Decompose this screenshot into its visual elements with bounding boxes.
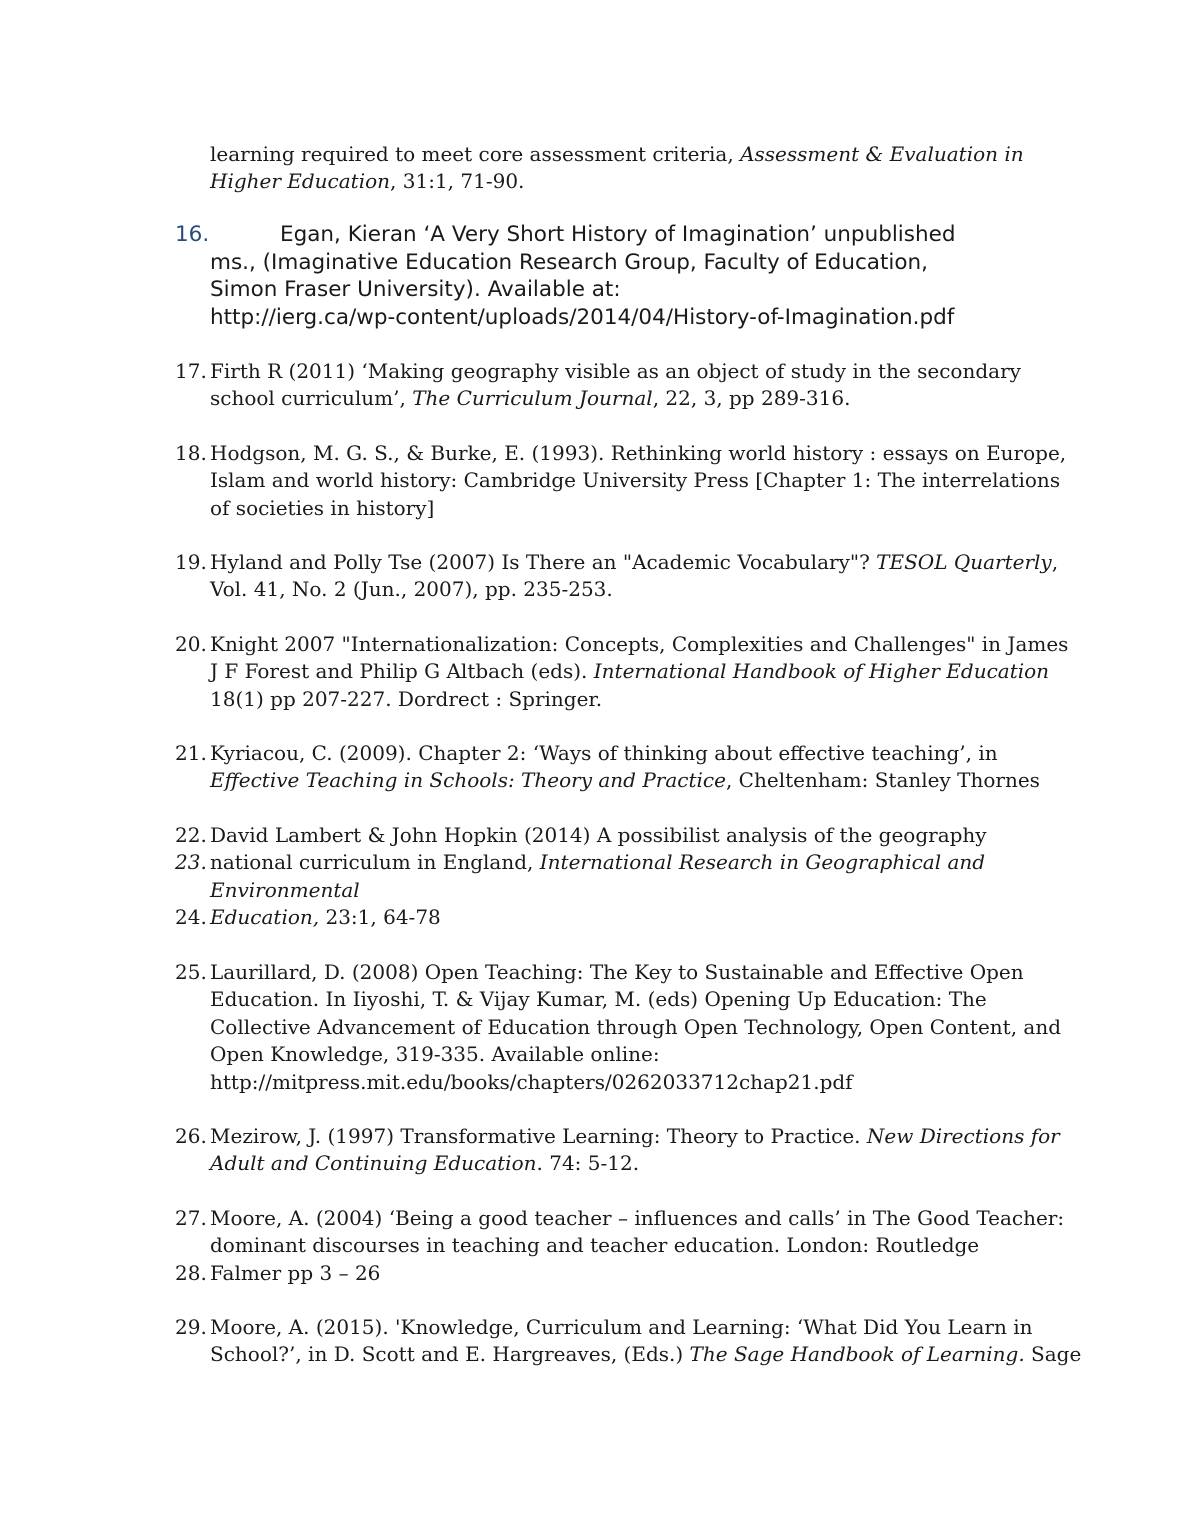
- ref-text: , 31:1, 71-90.: [390, 169, 525, 194]
- reference-18: [175, 440, 1067, 522]
- ref-text: Collective Advancement of Education through Open Technology, Open Content, and: [210, 1014, 1062, 1039]
- ref-text: ms., (Imaginative Education Research Group, Faculty of Education,: [210, 249, 928, 275]
- ref-text: school curriculum’,: [210, 386, 413, 411]
- reference-19: [175, 549, 1059, 604]
- ref-number: 20.: [175, 632, 207, 656]
- ref-text: Moore, A. (2004) ‘Being a good teacher – influences and calls’ in The Good Teacher:: [210, 1206, 1065, 1230]
- reference-22: [175, 822, 1055, 932]
- ref-text: . 74: 5-12.: [536, 1151, 640, 1176]
- ref-number: 21.: [175, 741, 207, 765]
- journal-title: The Curriculum Journal: [412, 386, 653, 411]
- journal-title: Adult and Continuing Education: [210, 1151, 537, 1176]
- ref-text: Islam and world history: Cambridge University Press [Chapter 1: The interrelations: [210, 468, 1061, 493]
- ref-url: http://ierg.ca/wp-content/uploads/2014/04/History-of-Imagination.pdf: [210, 304, 955, 330]
- journal-title: Assessment & Evaluation in: [740, 142, 1024, 166]
- reference-21: [175, 740, 1055, 795]
- reference-25: [175, 959, 1062, 1096]
- reference-29: [175, 1314, 1082, 1369]
- ref-text: of societies in history]: [210, 495, 435, 520]
- ref-number: 25.: [175, 960, 207, 984]
- ref-number: 19.: [175, 550, 207, 574]
- ref-number: 18.: [175, 441, 207, 465]
- ref-text: David Lambert & John Hopkin (2014) A possibilist analysis of the geography: [210, 823, 987, 847]
- journal-title: Environmental: [210, 877, 360, 902]
- ref-text: Firth R (2011) ‘Making geography visible as an object of study in the secondary: [210, 359, 1021, 383]
- journal-title: Higher Education: [210, 169, 391, 194]
- ref-number: 17.: [175, 359, 207, 383]
- ref-text: Hyland and Polly Tse (2007) Is There an "Academic Vocabulary"?: [210, 550, 877, 574]
- ref-text: Mezirow, J. (1997) Transformative Learning: Theory to Practice.: [210, 1124, 867, 1148]
- ref-text: Falmer pp 3 – 26: [210, 1260, 381, 1285]
- ref-number: 16.: [175, 222, 210, 247]
- ref-text: Laurillard, D. (2008) Open Teaching: The Key to Sustainable and Effective Open: [210, 960, 1024, 984]
- ref-text: Open Knowledge, 319-335. Available online:: [210, 1042, 660, 1067]
- ref-text: ,: [1051, 550, 1059, 574]
- ref-text: J F Forest and Philip G Altbach (eds).: [210, 659, 594, 684]
- ref-number: 26.: [175, 1124, 207, 1148]
- reference-16: [175, 221, 1055, 331]
- ref-text: School?’, in D. Scott and E. Hargreaves, (Eds.): [210, 1342, 690, 1367]
- journal-title: New Directions for: [866, 1124, 1060, 1148]
- ref-text: Simon Fraser University). Available at:: [210, 277, 621, 303]
- ref-text: learning required to meet core assessment criteria,: [210, 142, 741, 166]
- journal-title: Education,: [210, 905, 320, 930]
- ref-number: 28.: [175, 1260, 207, 1285]
- ref-text: Knight 2007 "Internationalization: Concepts, Complexities and Challenges" in James: [210, 632, 1069, 656]
- ref-text: 23:1, 64-78: [319, 905, 441, 930]
- ref-number: 27.: [175, 1206, 207, 1230]
- book-title: The Sage Handbook of Learning.: [689, 1342, 1025, 1367]
- book-title: International Handbook of Higher Education: [593, 659, 1050, 684]
- ref-text: 18(1) pp 207-227. Dordrect : Springer.: [210, 686, 603, 711]
- journal-title: International Research in Geographical and: [539, 850, 986, 875]
- ref-text: Egan, Kieran ‘A Very Short History of Imagination’ unpublished: [280, 222, 956, 247]
- reference-26: [175, 1123, 1060, 1178]
- reference-17: [175, 358, 1055, 413]
- ref-text: , Cheltenham: Stanley Thornes: [725, 768, 1040, 793]
- ref-text: national curriculum in England,: [210, 850, 540, 875]
- ref-text: Moore, A. (2015). 'Knowledge, Curriculum and Learning: ‘What Did You Learn in: [210, 1315, 1033, 1339]
- ref-number: 23.: [175, 850, 207, 875]
- ref-text: Sage: [1024, 1342, 1082, 1367]
- ref-text: Vol. 41, No. 2 (Jun., 2007), pp. 235-253.: [210, 577, 613, 602]
- book-title: Effective Teaching in Schools: Theory and Practice: [210, 768, 726, 793]
- ref-number: 29.: [175, 1315, 207, 1339]
- ref-number: 22.: [175, 823, 207, 847]
- reference-20: [175, 631, 1069, 713]
- ref-url: http://mitpress.mit.edu/books/chapters/0262033712chap21.pdf: [210, 1069, 853, 1094]
- ref-text: Education. In Iiyoshi, T. & Vijay Kumar, M. (eds) Opening Up Education: The: [210, 987, 987, 1012]
- ref-text: dominant discourses in teaching and teacher education. London: Routledge: [210, 1233, 980, 1258]
- reference-continuation: [175, 141, 1055, 196]
- journal-title: TESOL Quarterly: [876, 550, 1052, 574]
- reference-27: [175, 1205, 1065, 1287]
- ref-text: , 22, 3, pp 289-316.: [652, 386, 851, 411]
- ref-number: 24.: [175, 905, 207, 930]
- ref-text: Kyriacou, C. (2009). Chapter 2: ‘Ways of thinking about effective teaching’, in: [210, 741, 998, 765]
- ref-text: Hodgson, M. G. S., & Burke, E. (1993). Rethinking world history : essays on Europe,: [210, 441, 1067, 465]
